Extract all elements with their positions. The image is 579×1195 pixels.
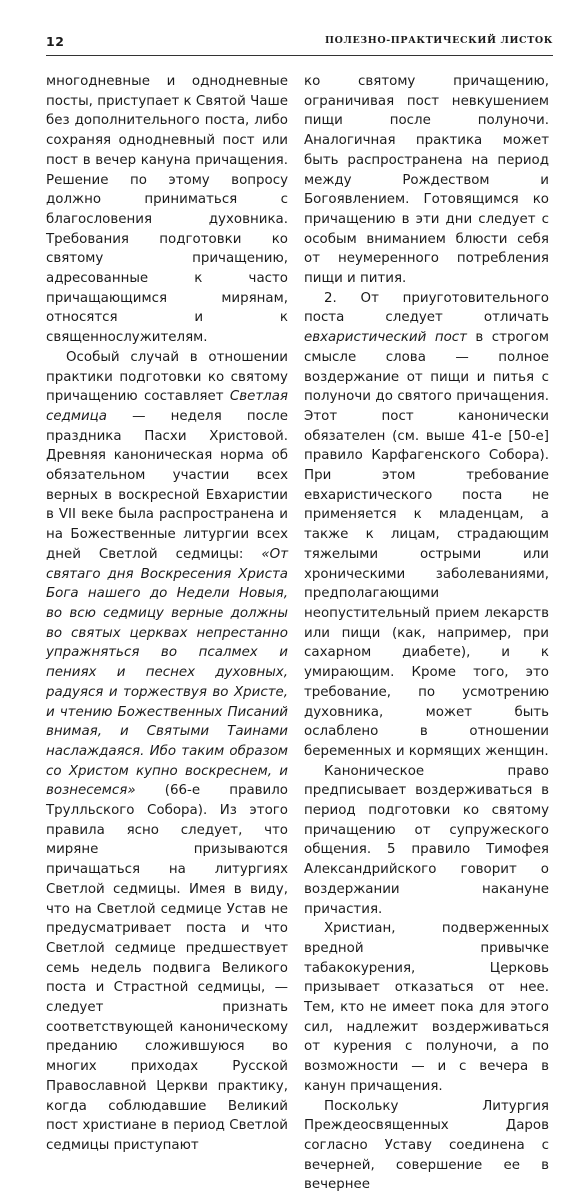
left-paragraph-1: многодневные и однодневные посты, приступает к Святой Чаше без дополнительного поста, либо сохраняя однодневный пост или пост в вечер кануна причащения. Решение по этому вопросу должно приниматься с благословения духовника. Требования подготовки ко святому причащению, адресованные к часто причащающимся мирянам, относятся и к священнослужителям. <box>46 74 288 346</box>
publication-title: ПОЛЕЗНО-ПРАКТИЧЕСКИЙ ЛИСТОК <box>325 35 553 46</box>
right-paragraph-2 <box>304 289 549 762</box>
italic-term: Светлая седмица <box>46 389 288 424</box>
right-paragraph-4: Христиан, подверженных вредной привычке табакокурения, Церковь призывает отказаться от нее. Тем, кто не имеет пока для этого сил, надлежит воздерживаться от курения с полуночи, а по возможности — и с вечера в канун причащения. <box>304 921 549 1094</box>
text-run: — неделя после праздника Пасхи Христовой. Древняя каноническая норма об обязательном участии всех верных в воскресной Евхаристии в VII веке была распространена и на Божественные литургии всех дней Светлой седмицы: <box>46 408 288 562</box>
header-rule <box>46 55 553 56</box>
page-header <box>46 34 553 54</box>
text-run: 2. От приуготовительного поста следует отличать <box>304 290 549 326</box>
italic-quote: «От святаго дня Воскресения Христа Бога нашего до Недели Новыя, во всю седмицу верные должны во святых церквах непрестанно упражняться во псалмех и пениях и песнех духовных, радуяся и торжествуя во Христе, и чтению Божественных Писаний внимая, и Святыми Таинами наслаждаяся. Ибо таким образом со Христом купно воскреснем, и вознесемся» <box>46 546 288 799</box>
right-paragraph-1: ко святому причащению, ограничивая пост невкушением пищи после полуночи. Аналогичная практика может быть распространена на период между Рождеством и Богоявлением. Готовящимся ко причащению в эти дни следует с особым вниманием блюсти себя от неумеренного потребления пищи и пития. <box>304 74 549 287</box>
left-column <box>46 72 288 1156</box>
text-run: Особый случай в отношении практики подготовки ко святому причащению составляет <box>46 349 288 405</box>
right-column <box>304 72 549 1195</box>
right-paragraph-5: Поскольку Литургия Преждеосвященных Даров согласно Уставу соединена с вечерней, совершение ее в вечернее <box>304 1098 549 1193</box>
page-number: 12 <box>46 34 65 49</box>
text-run: (66-е правило Трулльского Собора). Из этого правила ясно следует, что миряне призываются причащаться на литургиях Светлой седмицы. Имея в виду, что на Светлой седмице Устав не предусматривает поста и что Светлой седмице предшествует семь недель подвига Великого поста и Страстной седмицы, — следует признать соответствующей каноническому преданию сложившуюся во многих приходах Русской Православной Церкви практику, когда соблюдавшие Великий пост христиане в период Светлой седмицы приступают <box>46 783 288 1153</box>
italic-term: евхаристический пост <box>304 330 467 346</box>
right-paragraph-3: Каноническое право предписывает воздерживаться в период подготовки ко святому причащению от супружеского общения. 5 правило Тимофея Александрийского говорит о воздержании накануне причастия. <box>304 763 549 917</box>
text-run: в строгом смысле слова — полное воздержание от пищи и питья с полуночи до святого причащения. Этот пост канонически обязателен (см. выше 41-е [50-е] правило Карфагенского Собора). При этом требование евхаристического поста не применяется к младенцам, а также к лицам, страдающим тяжелыми острыми или хроническими заболеваниями, предполагающими неопустительный прием лекарств или пищи (как, например, при сахарном диабете), и к умирающим. Кроме того, это требование, по усмотрению духовника, может быть ослаблено в отношении беременных и кормящих женщин. <box>304 330 549 759</box>
left-paragraph-2 <box>46 348 288 1156</box>
